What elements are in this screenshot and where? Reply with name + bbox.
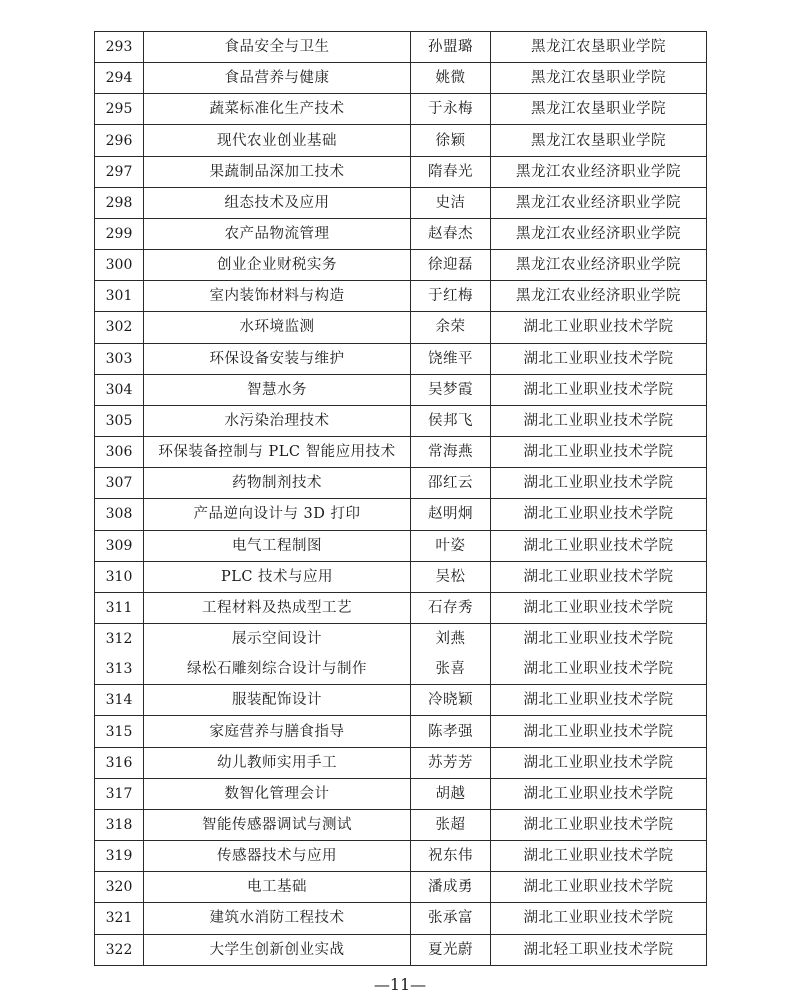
school-name-cell: 湖北工业职业技术学院	[491, 841, 707, 872]
table-row	[95, 281, 707, 312]
course-name-cell: 展示空间设计	[144, 623, 411, 654]
table-row	[95, 903, 707, 934]
course-name-cell: 产品逆向设计与 3D 打印	[144, 499, 411, 530]
course-name-cell: 室内装饰材料与构造	[144, 281, 411, 312]
school-name-cell: 湖北工业职业技术学院	[491, 374, 707, 405]
course-name-cell: 智能传感器调试与测试	[144, 809, 411, 840]
school-name-cell: 黑龙江农业经济职业学院	[491, 156, 707, 187]
table-row	[95, 778, 707, 809]
row-number-cell: 298	[95, 187, 144, 218]
course-name-cell: PLC 技术与应用	[144, 561, 411, 592]
teacher-name-cell: 叶姿	[411, 530, 491, 561]
table-row	[95, 809, 707, 840]
course-name-cell: 果蔬制品深加工技术	[144, 156, 411, 187]
teacher-name-cell: 吴松	[411, 561, 491, 592]
teacher-name-cell: 徐颖	[411, 125, 491, 156]
table-row	[95, 654, 707, 685]
teacher-name-cell: 于永梅	[411, 94, 491, 125]
school-name-cell: 黑龙江农垦职业学院	[491, 94, 707, 125]
teacher-name-cell: 赵春杰	[411, 218, 491, 249]
teacher-name-cell: 邵红云	[411, 468, 491, 499]
table-row	[95, 32, 707, 63]
school-name-cell: 黑龙江农业经济职业学院	[491, 250, 707, 281]
table-row	[95, 592, 707, 623]
row-number-cell: 301	[95, 281, 144, 312]
row-number-cell: 319	[95, 841, 144, 872]
table-row	[95, 530, 707, 561]
school-name-cell: 湖北工业职业技术学院	[491, 343, 707, 374]
course-name-cell: 环保装备控制与 PLC 智能应用技术	[144, 437, 411, 468]
school-name-cell: 黑龙江农垦职业学院	[491, 125, 707, 156]
row-number-cell: 311	[95, 592, 144, 623]
page-number: —11—	[373, 975, 427, 994]
course-name-cell: 食品营养与健康	[144, 63, 411, 94]
teacher-name-cell: 徐迎磊	[411, 250, 491, 281]
row-number-cell: 317	[95, 778, 144, 809]
row-number-cell: 320	[95, 872, 144, 903]
teacher-name-cell: 刘燕	[411, 623, 491, 654]
row-number-cell: 313	[95, 654, 144, 685]
course-name-cell: 组态技术及应用	[144, 187, 411, 218]
course-roster-table	[94, 31, 707, 966]
teacher-name-cell: 冷晓颖	[411, 685, 491, 716]
table-row	[95, 405, 707, 436]
row-number-cell: 303	[95, 343, 144, 374]
school-name-cell: 湖北工业职业技术学院	[491, 903, 707, 934]
table-row	[95, 374, 707, 405]
table-row	[95, 468, 707, 499]
teacher-name-cell: 胡越	[411, 778, 491, 809]
roster-body	[95, 32, 707, 966]
school-name-cell: 湖北工业职业技术学院	[491, 716, 707, 747]
teacher-name-cell: 于红梅	[411, 281, 491, 312]
school-name-cell: 湖北工业职业技术学院	[491, 592, 707, 623]
school-name-cell: 黑龙江农垦职业学院	[491, 63, 707, 94]
course-name-cell: 蔬菜标准化生产技术	[144, 94, 411, 125]
course-name-cell: 数智化管理会计	[144, 778, 411, 809]
school-name-cell: 黑龙江农垦职业学院	[491, 32, 707, 63]
row-number-cell: 297	[95, 156, 144, 187]
row-number-cell: 306	[95, 437, 144, 468]
table-row	[95, 623, 707, 654]
row-number-cell: 310	[95, 561, 144, 592]
table-row	[95, 747, 707, 778]
course-name-cell: 传感器技术与应用	[144, 841, 411, 872]
teacher-name-cell: 吴梦霞	[411, 374, 491, 405]
table-row	[95, 685, 707, 716]
teacher-name-cell: 常海燕	[411, 437, 491, 468]
table-row	[95, 250, 707, 281]
table-row	[95, 934, 707, 965]
table-row	[95, 187, 707, 218]
teacher-name-cell: 陈孝强	[411, 716, 491, 747]
row-number-cell: 295	[95, 94, 144, 125]
school-name-cell: 湖北工业职业技术学院	[491, 437, 707, 468]
course-name-cell: 农产品物流管理	[144, 218, 411, 249]
course-name-cell: 智慧水务	[144, 374, 411, 405]
course-name-cell: 大学生创新创业实战	[144, 934, 411, 965]
row-number-cell: 304	[95, 374, 144, 405]
course-name-cell: 水污染治理技术	[144, 405, 411, 436]
row-number-cell: 300	[95, 250, 144, 281]
row-number-cell: 312	[95, 623, 144, 654]
teacher-name-cell: 饶维平	[411, 343, 491, 374]
teacher-name-cell: 姚微	[411, 63, 491, 94]
teacher-name-cell: 苏芳芳	[411, 747, 491, 778]
school-name-cell: 湖北工业职业技术学院	[491, 530, 707, 561]
row-number-cell: 305	[95, 405, 144, 436]
row-number-cell: 293	[95, 32, 144, 63]
school-name-cell: 湖北工业职业技术学院	[491, 623, 707, 654]
course-name-cell: 电工基础	[144, 872, 411, 903]
table-row	[95, 125, 707, 156]
school-name-cell: 黑龙江农业经济职业学院	[491, 187, 707, 218]
course-name-cell: 环保设备安装与维护	[144, 343, 411, 374]
course-name-cell: 水环境监测	[144, 312, 411, 343]
course-name-cell: 绿松石雕刻综合设计与制作	[144, 654, 411, 685]
table-row	[95, 437, 707, 468]
school-name-cell: 湖北工业职业技术学院	[491, 499, 707, 530]
row-number-cell: 308	[95, 499, 144, 530]
row-number-cell: 314	[95, 685, 144, 716]
row-number-cell: 309	[95, 530, 144, 561]
table-row	[95, 156, 707, 187]
row-number-cell: 321	[95, 903, 144, 934]
school-name-cell: 湖北工业职业技术学院	[491, 468, 707, 499]
row-number-cell: 307	[95, 468, 144, 499]
teacher-name-cell: 张承富	[411, 903, 491, 934]
table-row	[95, 94, 707, 125]
course-name-cell: 现代农业创业基础	[144, 125, 411, 156]
table-row	[95, 716, 707, 747]
school-name-cell: 湖北工业职业技术学院	[491, 405, 707, 436]
course-name-cell: 幼儿教师实用手工	[144, 747, 411, 778]
school-name-cell: 湖北工业职业技术学院	[491, 809, 707, 840]
course-name-cell: 食品安全与卫生	[144, 32, 411, 63]
teacher-name-cell: 张超	[411, 809, 491, 840]
course-name-cell: 服装配饰设计	[144, 685, 411, 716]
course-name-cell: 工程材料及热成型工艺	[144, 592, 411, 623]
teacher-name-cell: 侯邦飞	[411, 405, 491, 436]
course-name-cell: 建筑水消防工程技术	[144, 903, 411, 934]
school-name-cell: 黑龙江农业经济职业学院	[491, 218, 707, 249]
teacher-name-cell: 石存秀	[411, 592, 491, 623]
school-name-cell: 湖北轻工职业技术学院	[491, 934, 707, 965]
school-name-cell: 黑龙江农业经济职业学院	[491, 281, 707, 312]
course-name-cell: 药物制剂技术	[144, 468, 411, 499]
table-row	[95, 872, 707, 903]
row-number-cell: 315	[95, 716, 144, 747]
table-row	[95, 343, 707, 374]
row-number-cell: 322	[95, 934, 144, 965]
school-name-cell: 湖北工业职业技术学院	[491, 685, 707, 716]
teacher-name-cell: 祝东伟	[411, 841, 491, 872]
table-row	[95, 841, 707, 872]
teacher-name-cell: 史洁	[411, 187, 491, 218]
course-name-cell: 电气工程制图	[144, 530, 411, 561]
course-name-cell: 家庭营养与膳食指导	[144, 716, 411, 747]
school-name-cell: 湖北工业职业技术学院	[491, 778, 707, 809]
teacher-name-cell: 张喜	[411, 654, 491, 685]
school-name-cell: 湖北工业职业技术学院	[491, 561, 707, 592]
row-number-cell: 318	[95, 809, 144, 840]
teacher-name-cell: 孙盟璐	[411, 32, 491, 63]
table-row	[95, 218, 707, 249]
row-number-cell: 316	[95, 747, 144, 778]
row-number-cell: 302	[95, 312, 144, 343]
school-name-cell: 湖北工业职业技术学院	[491, 747, 707, 778]
teacher-name-cell: 赵明炯	[411, 499, 491, 530]
table-row	[95, 63, 707, 94]
row-number-cell: 299	[95, 218, 144, 249]
school-name-cell: 湖北工业职业技术学院	[491, 654, 707, 685]
school-name-cell: 湖北工业职业技术学院	[491, 872, 707, 903]
row-number-cell: 294	[95, 63, 144, 94]
teacher-name-cell: 潘成勇	[411, 872, 491, 903]
table-row	[95, 499, 707, 530]
teacher-name-cell: 夏光蔚	[411, 934, 491, 965]
teacher-name-cell: 隋春光	[411, 156, 491, 187]
school-name-cell: 湖北工业职业技术学院	[491, 312, 707, 343]
row-number-cell: 296	[95, 125, 144, 156]
table-row	[95, 561, 707, 592]
table-row	[95, 312, 707, 343]
teacher-name-cell: 余荣	[411, 312, 491, 343]
course-name-cell: 创业企业财税实务	[144, 250, 411, 281]
